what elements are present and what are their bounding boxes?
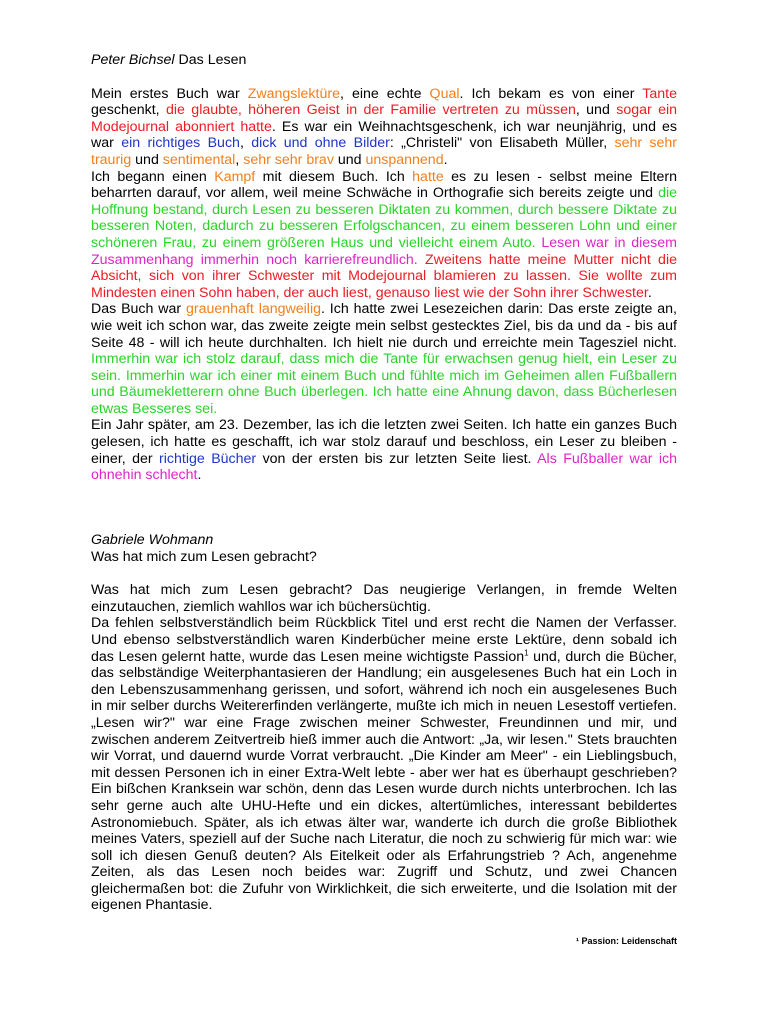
paragraph-text: . Ich bekam es von einer	[459, 85, 643, 102]
paragraph-text: und, durch die Bücher, das selbständige Weiterphantasieren der Handlung; ein ausgelesenes Buch hat ein Loch in den Lebenszusammenhang gerissen, und sofort, während ich noch ein ausgelesenes Buch in mir selber durchs Weitererfinden verlängerte, mußte ich mich in neuen Lesestoff vertiefen. „Lesen wir?" war eine Frage zwischen meiner Schwester, Freundinnen und mir, und zwischen anderem Zeitvertreib hieß immer auch die Antwort: „Ja, wir lesen." Stets brauchten wir Vorrat, und dauernd wurde Vorrat verbraucht. „Die Kinder am Meer" - ein Lieblingsbuch, mit dessen Personen ich in einer Extra-Welt lebte - aber wer hat es überhaupt geschrieben? Ein bißchen Kranksein war schön, denn das Lesen wurde durch nichts unterbrochen. Ich las sehr gerne auch alte UHU-Hefte und ein dickes, altertümliches, interessant bebildertes Astronomiebuch. Später, als ich etwas älter war, wanderte ich durch die große Bibliothek meines Vaters, speziell auf der Suche nach Literatur, die noch zu schwierig für mich war: wie soll ich diesen Genuß deuten? Als Eitelkeit oder als Erfahrungstrieb ? Ach, angenehme Zeiten, als das Lesen noch beides war: Zugriff und Schutz, und zwei Chancen gleichermaßen bot: die Zufuhr von Wirklichkeit, die sich erweiterte, und die Isolation mit der eigenen Phantasie.	[91, 648, 677, 914]
highlighted-phrase-red: Zweitens hatte meine Mutter nicht die Absicht, sich von ihrer Schwester mit Modejournal blamieren zu lassen. Sie wollte zum Mindesten einen Sohn haben, der auch liest, genauso liest wie der Sohn ihrer Schwester	[91, 251, 677, 301]
paragraph-text: ,	[239, 135, 252, 152]
highlighted-phrase-red: Tante	[642, 85, 677, 102]
highlighted-phrase-blue: ein richtiges Buch	[121, 135, 240, 152]
highlighted-phrase-orange: Zwangslektüre	[247, 85, 340, 102]
highlighted-phrase-orange: sehr sehr brav	[243, 151, 334, 168]
highlighted-phrase-orange: Qual	[429, 85, 460, 102]
heading-bichsel	[91, 52, 677, 69]
highlighted-phrase-green: die Hoffnung bestand, durch Lesen zu besseren Diktaten zu kommen, durch bessere Diktate zu besseren Noten, dadurch zu besseren Erfolgschancen, zu einem besseren Lohn und einer schöneren Frau, zu einem größeren Haus und vielleicht einem Auto.	[91, 185, 677, 251]
highlighted-phrase-orange: unspannend	[365, 151, 444, 168]
paragraph-text: .	[443, 151, 448, 168]
paragraph	[91, 615, 677, 914]
paragraph-text: mit diesem Buch. Ich	[255, 168, 413, 185]
section-wohmann	[91, 532, 677, 914]
essay-title: Was hat mich zum Lesen gebracht?	[91, 548, 317, 565]
section-bichsel	[91, 52, 677, 484]
paragraph-text: Da fehlen selbstverständlich beim Rückblick Titel und erst recht die Namen der Verfasser. Und ebenso selbstverständlich waren Kinderbücher meine erste Lektüre, denn sobald ich das Lesen gelernt hatte, wurde das Lesen meine wichtigste Passion	[91, 615, 677, 665]
highlighted-phrase-orange: sehr sehr traurig	[91, 135, 678, 168]
paragraph-text: , und	[575, 102, 617, 119]
essay-title: Das Lesen	[174, 52, 247, 68]
footnote: ¹ Passion: Leidenschaft	[575, 936, 677, 946]
paragraph	[91, 417, 677, 483]
paragraph-text	[418, 252, 425, 268]
paragraph-text: und	[333, 151, 366, 168]
paragraph-text: geschenkt,	[91, 102, 166, 119]
highlighted-phrase-orange: Kampf	[214, 168, 256, 185]
footnote-marker: 1	[524, 647, 529, 657]
paragraph-text: Ich begann einen	[91, 168, 215, 185]
author-name: Peter Bichsel	[91, 52, 175, 68]
paragraph-text: Mein erstes Buch war	[91, 85, 248, 102]
highlighted-phrase-blue: dick und ohne Bilder	[251, 135, 390, 152]
paragraph-text: Das Buch war	[91, 301, 186, 318]
paragraph-text: Ein Jahr später, am 23. Dezember, las ich die letzten zwei Seiten. Ich hatte ein ganzes Buch gelesen, ich hatte es geschafft, ich war stolz darauf und beschloss, ein Leser zu bleiben - einer, der	[91, 417, 677, 467]
paragraph-text: , eine echte	[339, 85, 430, 102]
paragraph-text: : „Christeli" von Elisabeth Müller,	[389, 135, 615, 152]
spacer	[91, 69, 677, 86]
author-name: Gabriele Wohmann	[91, 532, 214, 548]
highlighted-phrase-orange: hatte	[412, 168, 444, 185]
paragraph-text: . Ich hatte zwei Lesezeichen darin: Das erste zeigte an, wie weit ich schon war, das zweite zeigte mein selbst gestecktes Ziel, bis da und da - bis auf Seite 48 - will ich heute durchhalten. Ich hielt nie durch und erreichte mein Tagesziel nicht.	[91, 301, 677, 351]
spacer	[91, 565, 677, 582]
paragraph: Was hat mich zum Lesen gebracht? Das neugierige Verlangen, in fremde Welten einzutauchen, ziemlich wahllos war ich büchersüchtig.	[91, 582, 677, 615]
highlighted-phrase-magenta: Als Fußballer war ich ohnehin schlecht	[91, 450, 677, 484]
highlighted-phrase-magenta: Lesen war in diesem Zusammenhang immerhin noch karrierefreundlich.	[91, 234, 677, 268]
paragraph	[91, 86, 677, 169]
highlighted-phrase-red: sogar ein Modejournal abonniert hatte	[91, 102, 678, 135]
paragraph-text: es zu lesen - selbst meine Eltern beharrten darauf, vor allem, weil meine Schwäche in Orthografie sich bereits zeigte und	[91, 168, 678, 202]
paragraph	[91, 301, 677, 417]
highlighted-phrase-red: die glaubte, höheren Geist in der Familie vertreten zu müssen	[166, 102, 576, 119]
paragraph-text: und	[131, 151, 163, 168]
paragraph-text: von der ersten bis zur letzten Seite liest.	[256, 450, 538, 467]
highlighted-phrase-blue: richtige Bücher	[159, 450, 257, 467]
highlighted-phrase-orange: grauenhaft langweilig	[186, 301, 321, 318]
paragraph	[91, 169, 677, 302]
paragraph-text: .	[197, 467, 202, 484]
paragraph-text: . Es war ein Weihnachtsgeschenk, ich war neunjährig, und es war	[91, 118, 677, 152]
paragraph-text: .	[647, 284, 652, 301]
highlighted-phrase-orange: sentimental	[162, 151, 236, 168]
highlighted-phrase-green: Immerhin war ich stolz darauf, dass mich die Tante für erwachsen genug hielt, ein Leser zu sein. Immerhin war ich einer mit einem Buch und fühlte mich im Geheimen allen Fußballern und Bäumekletterern ohne Buch überlegen. Ich hatte eine Ahnung davon, dass Bücherlesen etwas Besseres sei.	[91, 351, 677, 417]
paragraph-text: ,	[235, 151, 244, 168]
